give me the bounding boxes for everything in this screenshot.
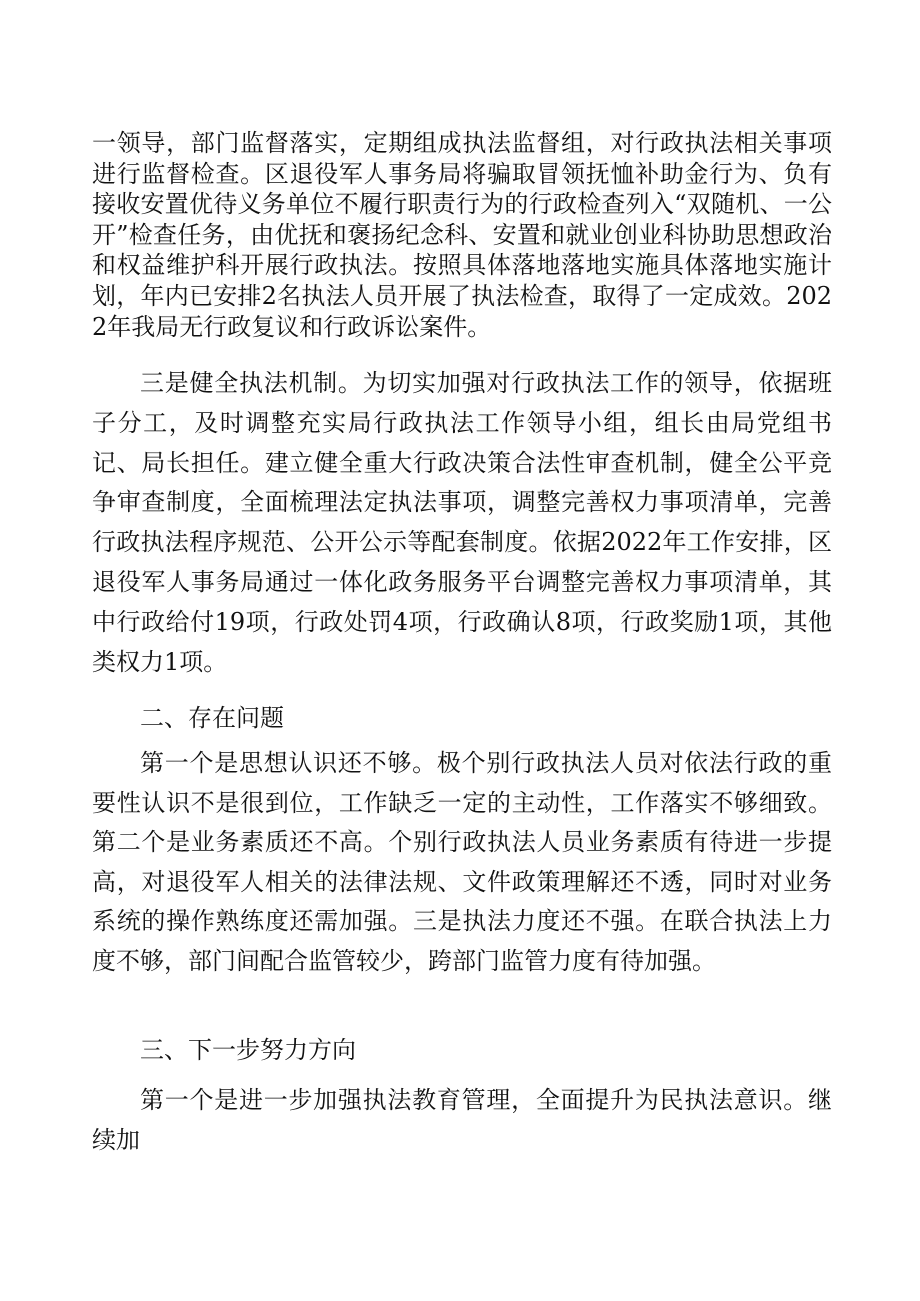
paragraph-enforcement-mechanism: 三是健全执法机制。为切实加强对行政执法工作的领导，依据班子分工，及时调整充实局行政执法工作领导小组，组长由局党组书记、局长担任。建立健全重大行政决策合法性审查机制，健全公平竞争审查制度，全面梳理法定执法事项，调整完善权力事项清单，完善行政执法程序规范、公开公示等配套制度。依据2022年工作安排，区退役军人事务局通过一体化政务服务平台调整完善权力事项清单，其中行政给付19项，行政处罚4项，行政确认8项，行政奖励1项，其他类权力1项。 xyxy=(92,369,832,676)
heading-next-steps: 三、下一步努力方向 xyxy=(140,1036,356,1064)
paragraph-next-steps: 第一个是进一步加强执法教育管理，全面提升为民执法意识。继续加 xyxy=(92,1086,832,1154)
paragraph-intro-continuation: 一领导，部门监督落实，定期组成执法监督组，对行政执法相关事项进行监督检查。区退役军人事务局将骗取冒领抚恤补助金行为、负有接收安置优待义务单位不履行职责行为的行政检查列入“双随机、一公开”检查任务，由优抚和褒扬纪念科、安置和就业创业科协助思想政治和权益维护科开展行政执法。按照具体落地落地实施具体落地实施计划，年内已安排2名执法人员开展了执法检查，取得了一定成效。2022年我局无行政复议和行政诉讼案件。 xyxy=(92,129,832,341)
paragraph-problems: 第一个是思想认识还不够。极个别行政执法人员对依法行政的重要性认识不是很到位，工作缺乏一定的主动性，工作落实不够细致。第二个是业务素质还不高。个别行政执法人员业务素质有待进一步提高，对退役军人相关的法律法规、文件政策理解还不透，同时对业务系统的操作熟练度还需加强。三是执法力度还不强。在联合执法上力度不够，部门间配合监管较少，跨部门监管力度有待加强。 xyxy=(92,749,832,975)
heading-existing-problems: 二、存在问题 xyxy=(140,704,284,732)
